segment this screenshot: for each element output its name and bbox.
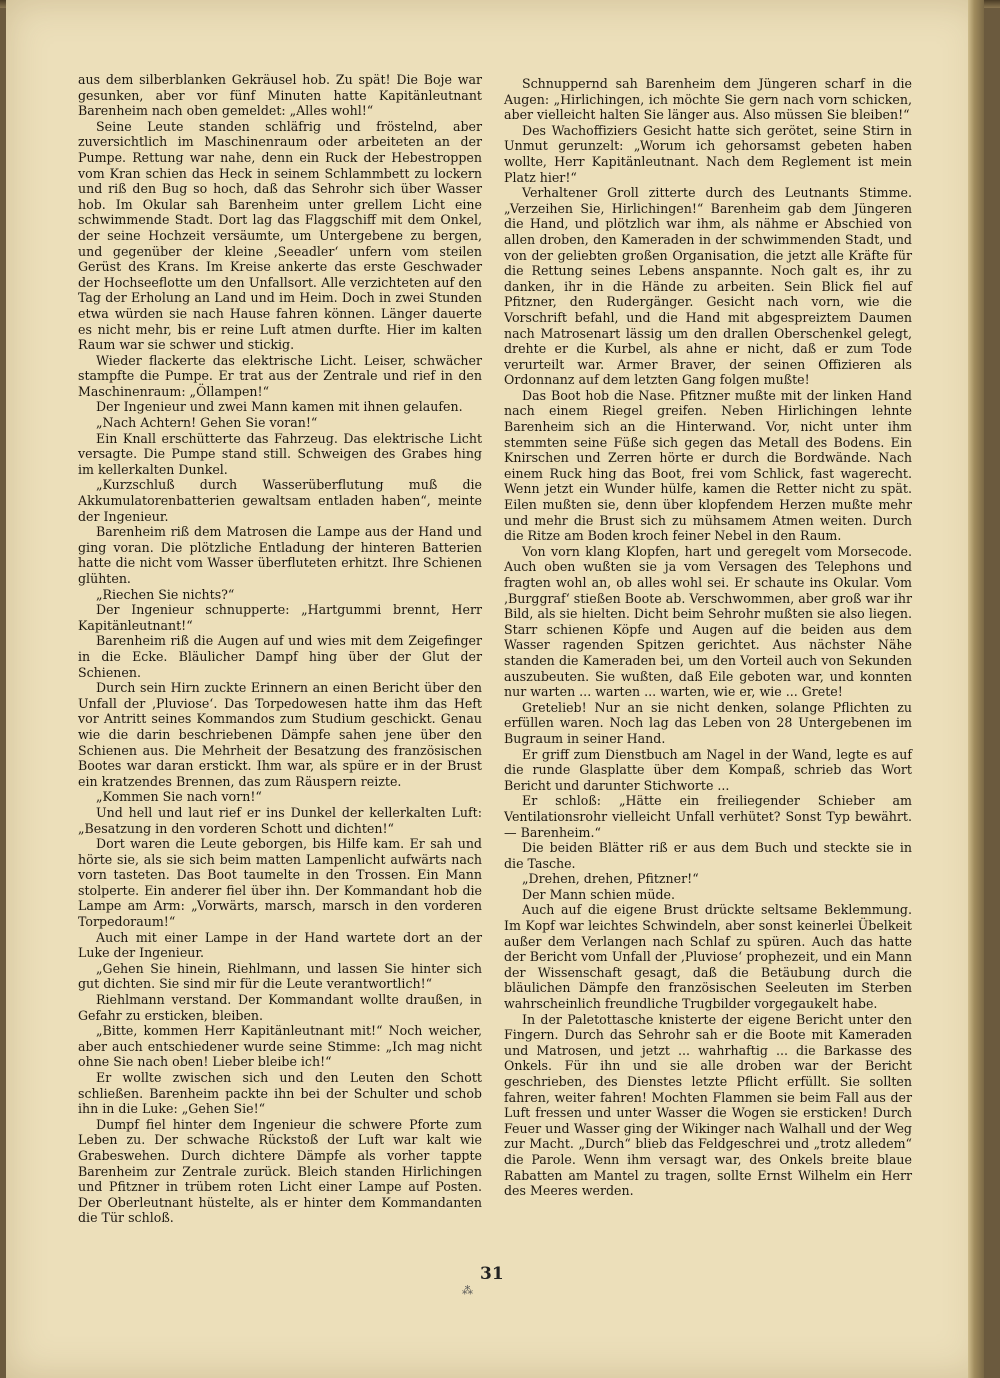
paragraph: Barenheim riß die Augen auf und wies mit dem Zeigefinger in die Ecke. Bläulicher Dampf hing über der Glut der Schienen. bbox=[78, 633, 482, 680]
paragraph: „Kommen Sie nach vorn!“ bbox=[96, 789, 262, 805]
paragraph: „Riechen Sie nichts?“ bbox=[96, 586, 235, 602]
paragraph: Der Ingenieur schnupperte: „Hartgummi brennt, Herr Kapitänleutnant!“ bbox=[78, 602, 482, 633]
paragraph: Barenheim riß dem Matrosen die Lampe aus der Hand und ging voran. Die plötzliche Entladung der hinteren Batterien hatte die nicht vom Wasser überfluteten erhitzt. Ihre Schienen glühten. bbox=[78, 524, 482, 586]
paragraph: „Bitte, kommen Herr Kapitänleutnant mit!“ Noch weicher, aber auch entschiedener wurde seine Stimme: „Ich mag nicht ohne Sie nach oben! Lieber bleibe ich!“ bbox=[78, 1023, 482, 1070]
paragraph: Ein Knall erschütterte das Fahrzeug. Das elektrische Licht versagte. Die Pumpe stand still. Schweigen des Grabes hing im kellerkalten Dunkel. bbox=[78, 430, 482, 477]
paragraph: Wieder flackerte das elektrische Licht. Leiser, schwächer stampfte die Pumpe. Er trat aus der Zentrale und rief in den Maschinenraum: „Öllampen!“ bbox=[78, 352, 482, 399]
left-column bbox=[78, 72, 482, 1226]
page-ornament: ⁂ bbox=[462, 1284, 474, 1297]
page-edge bbox=[968, 0, 984, 1378]
paragraph: Auch mit einer Lampe in der Hand wartete dort an der Luke der Ingenieur. bbox=[78, 929, 482, 961]
paragraph: Riehlmann verstand. Der Kommandant wollte draußen, in Gefahr zu ersticken, bleiben. bbox=[78, 992, 482, 1023]
right-column bbox=[504, 76, 912, 1199]
paragraph: Auch auf die eigene Brust drückte seltsame Beklemmung. Im Kopf war leichtes Schwindeln, aber sonst keinerlei Übelkeit außer dem Verlangen nach Schlaf zu spüren. Auch das hatte der Bericht vom Unfall der ‚Pluviose‘ prophezeit, und ein Mann der Wissenschaft gesagt, daß die Betäubung durch die bläulichen Dämpfe den französischen Seeleuten im Sterben wahrscheinlich freundliche Trugbilder vorgegaukelt habe. bbox=[504, 902, 912, 1012]
paragraph: Gretelieb! Nur an sie nicht denken, solange Pflichten zu erfüllen waren. Noch lag das Leben von 28 Untergebenen im Bugraum in seiner Hand. bbox=[504, 699, 912, 746]
paragraph: Und hell und laut rief er ins Dunkel der kellerkalten Luft: „Besatzung in den vorderen Schott und dichten!“ bbox=[78, 804, 482, 836]
paragraph: aus dem silberblanken Gekräusel hob. Zu spät! Die Boje war gesunken, aber vor fünf Minuten hatte Kapitänleutnant Barenheim nach oben gemeldet: „Alles wohl!“ bbox=[78, 72, 482, 119]
paragraph: Des Wachoffiziers Gesicht hatte sich gerötet, seine Stirn in Unmut gerunzelt: „Worum ich gehorsamst gebeten haben wollte, Herr Kapitänleutnant. Nach dem Reglement ist mein Platz hier!“ bbox=[504, 122, 912, 185]
paragraph: In der Paletottasche knisterte der eigene Bericht unter den Fingern. Durch das Sehrohr sah er die Boote mit Kameraden und Matrosen, und jetzt ... wahrhaftig ... die Barkasse des Onkels. Für ihn und sie alle droben war der Bericht geschrieben, des Dienstes letzte Pflicht erfüllt. Sie sollten fahren, weiter fahren! Mochten Flammen sie beim Fall aus der Luft fressen und unter Wasser die Wogen sie ersticken! Durch Feuer und Wasser ging der Wikinger nach Walhall und der Weg zur Macht. „Durch“ blieb das Feldgeschrei und „trotz alledem“ die Parole. Wenn ihm versagt war, des Onkels breite blaue Rabatten am Mantel zu tragen, sollte Ernst Wilhelm ein Herr des Meeres werden. bbox=[504, 1011, 912, 1199]
paragraph: „Drehen, drehen, Pfitzner!“ bbox=[522, 871, 699, 887]
paragraph: Er schloß: „Hätte ein freiliegender Schieber am Ventilationsrohr vielleicht Unfall verhütet? Sonst Typ bewährt. — Barenheim.“ bbox=[504, 793, 912, 840]
paragraph: „Kurzschluß durch Wasserüberflutung muß die Akkumulatorenbatterien gewaltsam entladen haben“, meinte der Ingenieur. bbox=[78, 477, 482, 524]
paragraph: Er wollte zwischen sich und den Leuten den Schott schließen. Barenheim packte ihn bei der Schulter und schob ihn in die Luke: „Gehen Sie!“ bbox=[78, 1070, 482, 1117]
paragraph: Er griff zum Dienstbuch am Nagel in der Wand, legte es auf die runde Glasplatte über dem Kompaß, schrieb das Wort Bericht und darunter Stichworte ... bbox=[504, 746, 912, 793]
paragraph: Von vorn klang Klopfen, hart und geregelt vom Morsecode. Auch oben wußten sie ja vom Versagen des Telephons und fragten wohl an, ob alles wohl sei. Er schaute ins Okular. Vom ‚Burggraf‘ stießen Boote ab. Verschwommen, aber groß war ihr Bild, als sie hielten. Dicht beim Sehrohr mußten sie also liegen. Starr schienen Köpfe und Augen auf die beiden aus dem Wasser ragenden Spitzen gerichtet. Aus nächster Nähe standen die Kameraden bei, um den Vorteil auch von Sekunden auszubeuten. Sie wußten, daß Eile geboten war, und konnten nur warten ... warten ... warten, wie er, wie ... Grete! bbox=[504, 543, 912, 700]
page-number: 31 bbox=[480, 1264, 504, 1284]
paragraph: Dumpf fiel hinter dem Ingenieur die schwere Pforte zum Leben zu. Der schwache Rückstoß der Luft war kalt wie Grabeswehen. Durch dichtere Dämpfe als vorher tappte Barenheim zur Zentrale zurück. Bleich standen Hirlichingen und Pfitzner in trübem roten Licht einer Lampe auf Posten. Der Oberleutnant hüstelte, als er hinter dem Kommandanten die Tür schloß. bbox=[78, 1116, 482, 1226]
paragraph: Die beiden Blätter riß er aus dem Buch und steckte sie in die Tasche. bbox=[504, 840, 912, 871]
paragraph: Der Ingenieur und zwei Mann kamen mit ihnen gelaufen. bbox=[96, 399, 463, 415]
paragraph: Das Boot hob die Nase. Pfitzner mußte mit der linken Hand nach einem Riegel greifen. Neben Hirlichingen lehnte Barenheim sich an die Hinterwand. Vor, nicht unter ihm stemmten seine Füße sich gegen das Metall des Bodens. Ein Knirschen und Zerren hörte er durch die Bordwände. Nach einem Ruck hing das Boot, frei vom Schlick, fast wagerecht. Wenn jetzt ein Wunder hülfe, kamen die Retter nicht zu spät. Eilen mußten sie, denn über klopfendem Herzen mußte mehr und mehr die Brust sich zu mühsamem Atmen weiten. Durch die Ritze am Boden kroch feiner Nebel in den Raum. bbox=[504, 387, 912, 544]
paragraph: Seine Leute standen schläfrig und fröstelnd, aber zuversichtlich im Maschinenraum oder arbeiteten an der Pumpe. Rettung war nahe, denn ein Ruck der Hebestroppen vom Kran schien das Heck in seinem Schlammbett zu lockern und riß den Bug so hoch, daß das Sehrohr sich über Wasser hob. Im Okular sah Barenheim unter grellem Licht eine schwimmende Stadt. Dort lag das Flaggschiff mit dem Onkel, der seine Hochzeit versäumte, um Untergebene zu bergen, und gegenüber der kleine ‚Seeadler‘ unfern vom steilen Gerüst des Krans. Im Kreise ankerte das erste Geschwader der Hochseeflotte um den Unfallsort. Alle verzichteten auf den Tag der Erholung an Land und im Heim. Doch in zwei Stunden etwa würden sie nach Hause fahren können. Länger dauerte es nicht mehr, bis er reine Luft atmen durfte. Hier im kalten Raum war sie schwer und stickig. bbox=[78, 118, 482, 353]
paragraph: Durch sein Hirn zuckte Erinnern an einen Bericht über den Unfall der ‚Pluviose‘. Das Torpedowesen hatte ihm das Heft vor Antritt seines Kommandos zum Studium geschickt. Genau wie die darin beschriebenen Dämpfe sahen jene über den Schienen aus. Die Mehrheit der Besatzung des französischen Bootes war daran erstickt. Ihm war, als spüre er in der Brust ein kratzendes Brennen, das zum Räuspern reizte. bbox=[78, 680, 482, 789]
paragraph: Der Mann schien müde. bbox=[522, 886, 675, 902]
paragraph: Dort waren die Leute geborgen, bis Hilfe kam. Er sah und hörte sie, als sie sich beim matten Lampenlicht aufwärts nach vorn tasteten. Das Boot taumelte in den Trossen. Ein Mann stolperte. Ein anderer fiel über ihn. Der Kommandant hob die Lampe am Arm: „Vorwärts, marsch, marsch in den vorderen Torpedoraum!“ bbox=[78, 836, 482, 930]
paragraph: „Nach Achtern! Gehen Sie voran!“ bbox=[96, 415, 318, 431]
paragraph: Schnuppernd sah Barenheim dem Jüngeren scharf in die Augen: „Hirlichingen, ich möchte Sie gern nach vorn schicken, aber vielleicht halten Sie länger aus. Also müssen Sie bleiben!“ bbox=[504, 76, 912, 123]
magazine-page bbox=[6, 0, 984, 1378]
paragraph: Verhaltener Groll zitterte durch des Leutnants Stimme. „Verzeihen Sie, Hirlichingen!“ Barenheim gab dem Jüngeren die Hand, und plötzlich war ihm, als nähme er Abschied von allen droben, den Kameraden in der schwimmenden Stadt, und von der geliebten großen Organisation, die jetzt alle Kräfte für die Rettung seines Lebens anspannte. Noch galt es, ihr zu danken, ihr in die Hände zu arbeiten. Sein Blick fiel auf Pfitzner, den Rudergänger. Gesicht nach vorn, wie die Vorschrift befahl, und die Hand mit abgespreiztem Daumen nach Matrosenart lässig um den drallen Oberschenkel gelegt, drehte er die Kurbel, als ahne er nicht, daß er zum Tode verurteilt war. Armer Braver, der seinen Offizieren als Ordonnanz auf dem letzten Gang folgen mußte! bbox=[504, 185, 912, 388]
paragraph: „Gehen Sie hinein, Riehlmann, und lassen Sie hinter sich gut dichten. Sie sind mir für die Leute verantwortlich!“ bbox=[78, 960, 482, 992]
